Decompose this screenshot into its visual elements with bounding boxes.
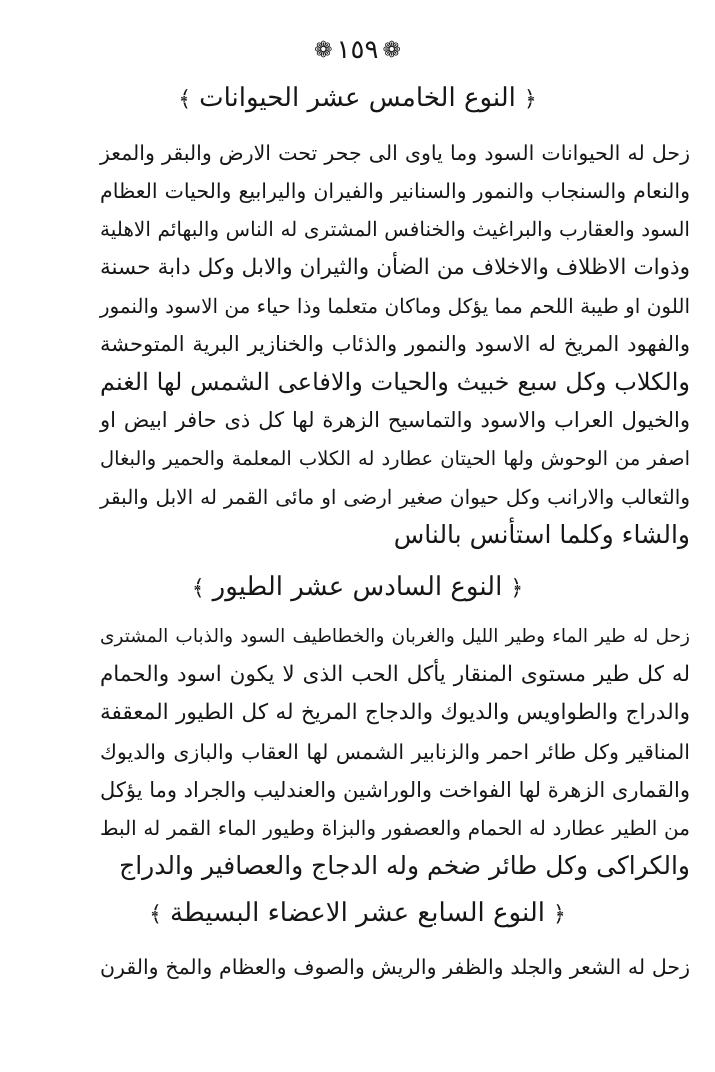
section-paragraph <box>100 134 690 554</box>
section-paragraph <box>100 948 690 986</box>
page-number-text: ١٥٩ <box>336 35 379 65</box>
text-line: والثعالب والارانب وكل حيوان صغير ارضى او مائى القمر له الابل والبقر <box>100 484 690 509</box>
section-heading <box>0 567 715 609</box>
ornament-icon: ❁ <box>382 38 401 63</box>
section-heading <box>0 893 715 935</box>
text-line: اللون او طيبة اللحم مما يؤكل وماكان متعلما وذا حياء من الاسود والنمور <box>99 293 690 318</box>
text-line: والفهود المريخ له الاسود والنمور والذئاب والخنازير البرية المتوحشة <box>100 331 690 356</box>
heading-bracket-icon: ﴿ <box>510 576 524 601</box>
page-number <box>0 32 715 69</box>
section-paragraph <box>100 618 690 885</box>
text-line: والكراكى وكل طائر ضخم وله الدجاج والعصافير والدراج <box>119 851 690 881</box>
heading-bracket-icon: ﴾ <box>149 902 163 927</box>
text-line: من الطير عطارد له الحمام والعصفور والبزاة وطيور الماء القمر له البط <box>100 815 690 840</box>
text-line: زحل له طير الماء وطير الليل والغربان والخطاطيف السود والذباب المشترى <box>100 626 690 647</box>
text-line: والكلاب وكل سبع خبيث والحيات والافاعى الشمس لها الغنم <box>100 368 690 397</box>
heading-bracket-icon: ﴿ <box>523 87 537 112</box>
heading-bracket-icon: ﴾ <box>178 87 192 112</box>
text-line: والشاء وكلما استأنس بالناس <box>393 519 690 549</box>
text-line: زحل له الشعر والجلد والظفر والريش والصوف والعظام والمخ والقرن <box>100 955 690 979</box>
text-line: والدراج والطواويس والديوك والدجاج المريخ له كل الطيور المعقفة <box>100 700 690 726</box>
text-line: المناقير وكل طائر احمر والزنابير الشمس لها العقاب والبازى والديوك <box>100 739 690 764</box>
text-line: والنعام والسنجاب والنمور والسنانير والفيران واليرابيع والحيات العظام <box>100 179 690 204</box>
text-line: وذوات الاظلاف والاخلاف من الضأن والثيران والابل وكل دابة حسنة <box>100 254 690 280</box>
heading-bracket-icon: ﴾ <box>191 576 205 601</box>
ornament-icon: ❁ <box>314 38 333 63</box>
section-heading-text: النوع السادس عشر الطيور <box>212 572 503 602</box>
section-heading-text: النوع السابع عشر الاعضاء البسيطة <box>170 898 545 928</box>
heading-bracket-icon: ﴿ <box>552 902 566 927</box>
text-line: اصفر من الوحوش ولها الحيتان عطارد له الكلاب المعلمة والحمير والبغال <box>100 446 690 470</box>
text-line: والخيول العراب والاسود والتماسيح الزهرة لها كل ذى حافر ابيض او <box>100 408 690 433</box>
section-heading <box>0 78 715 120</box>
text-line: والقمارى الزهرة لها الفواخت والوراشين والعندليب والجراد وما يؤكل <box>99 777 690 802</box>
text-line: له كل طير مستوى المنقار يأكل الحب الذى لا يكون اسود والحمام <box>100 662 690 688</box>
section-heading-text: النوع الخامس عشر الحيوانات <box>199 83 516 113</box>
text-line: زحل له الحيوانات السود وما ياوى الى جحر تحت الارض والبقر والمعز <box>100 141 690 165</box>
text-line: السود والعقارب والبراغيث والخنافس المشترى له الناس والبهائم الاهلية <box>100 217 690 242</box>
